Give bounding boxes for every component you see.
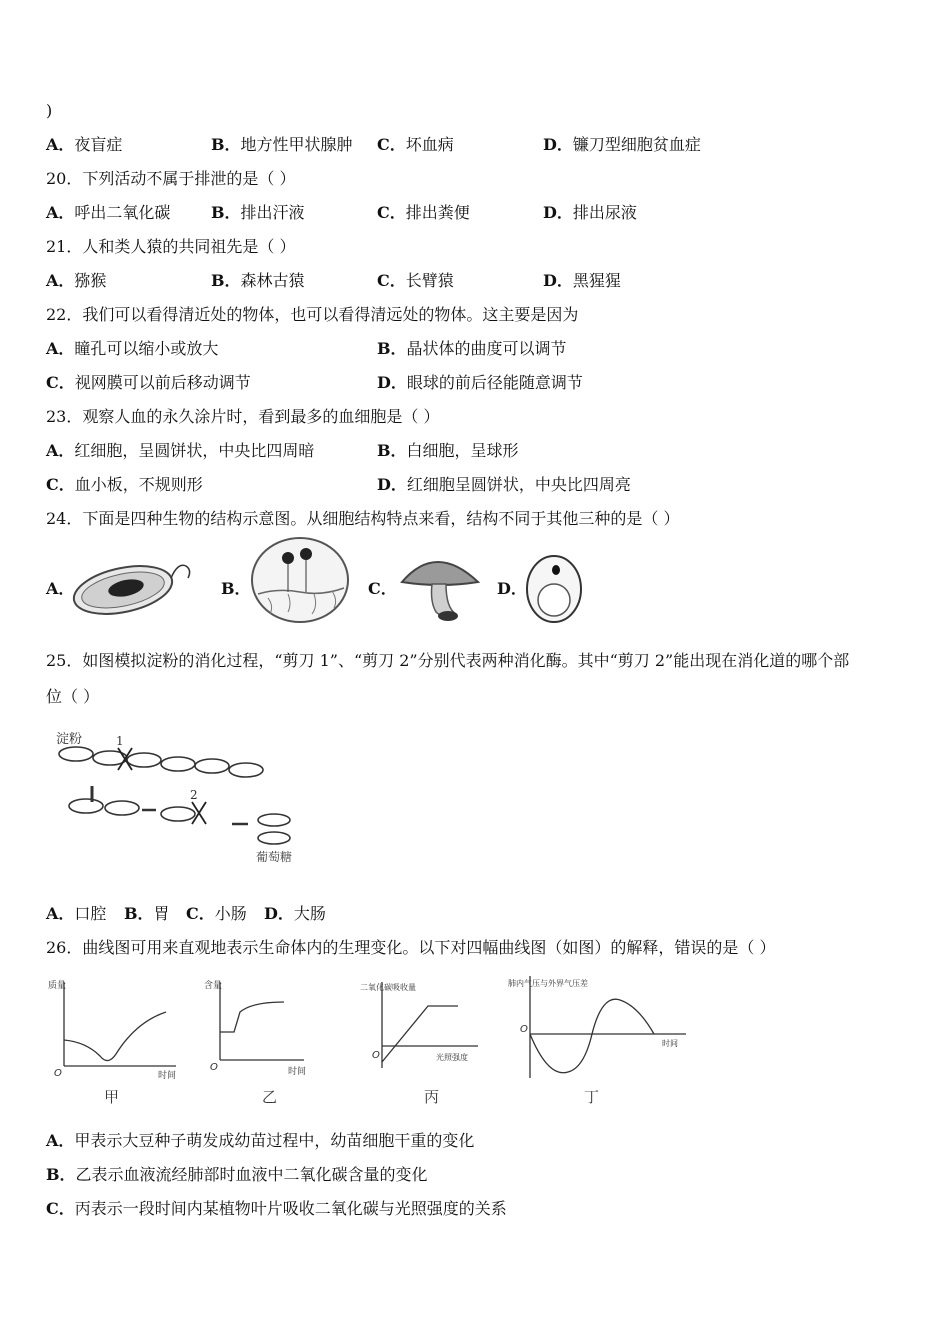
graph-jia	[46, 976, 186, 1082]
q19-option-c[interactable]	[377, 134, 454, 156]
option-text: 夜盲症	[74, 135, 123, 154]
option-label: D．	[543, 203, 573, 222]
option-text: 呼出二氧化碳	[74, 203, 171, 222]
option-text: 小肠	[214, 904, 247, 923]
option-label: C．	[377, 203, 406, 222]
q20-option-a[interactable]	[46, 202, 170, 224]
q25-option-b[interactable]	[124, 903, 170, 925]
q19-stem-tail: )	[46, 101, 53, 120]
option-label: C．	[46, 373, 75, 392]
option-label: A．	[46, 1131, 75, 1150]
q20-option-d[interactable]	[543, 202, 637, 224]
option-label: C．	[377, 271, 406, 290]
q26-option-b[interactable]	[46, 1164, 428, 1186]
q22-option-c[interactable]	[46, 372, 251, 394]
q21-option-d[interactable]	[543, 270, 621, 292]
option-label: D．	[377, 373, 407, 392]
q21-stem: 21．人和类人猿的共同祖先是（ ）	[46, 237, 296, 256]
graph-ding-origin: O	[520, 1024, 528, 1035]
q23-option-c[interactable]	[46, 474, 203, 496]
option-label: D．	[543, 271, 573, 290]
option-text: 血小板，不规则形	[74, 475, 203, 494]
option-text: 口腔	[74, 904, 107, 923]
q24-option-c-label[interactable]: C．	[368, 579, 397, 598]
q22-option-d[interactable]	[377, 372, 583, 394]
option-label: A．	[46, 203, 75, 222]
q26-option-c[interactable]	[46, 1198, 507, 1220]
q19-option-d[interactable]	[543, 134, 701, 156]
starch-label: 淀粉	[56, 732, 83, 747]
graph-bing-caption: 丙	[424, 1088, 440, 1106]
option-label: A．	[46, 135, 75, 154]
scissors-1-label: 1	[116, 734, 124, 748]
graph-bing-xlabel: 光照强度	[436, 1053, 468, 1062]
option-text: 森林古猿	[240, 271, 305, 290]
option-label: D．	[377, 475, 407, 494]
option-label: B．	[211, 135, 241, 154]
mold-figure	[248, 536, 356, 628]
q20-option-c[interactable]	[377, 202, 470, 224]
option-text: 甲表示大豆种子萌发成幼苗过程中，幼苗细胞干重的变化	[74, 1131, 475, 1150]
q22-stem: 22．我们可以看得清近处的物体，也可以看得清远处的物体。这主要是因为	[46, 305, 579, 324]
graph-yi-ylabel: 含量	[204, 981, 223, 991]
q19-option-b[interactable]	[211, 134, 353, 156]
q25-stem-line2: 位（ ）	[46, 687, 100, 706]
q19-option-a[interactable]	[46, 134, 122, 156]
yeast-cell-figure	[522, 552, 586, 626]
graph-jia-origin: O	[54, 1068, 62, 1079]
option-label: C．	[377, 135, 406, 154]
option-label: A．	[46, 339, 75, 358]
graph-ding	[506, 972, 696, 1084]
option-text: 镰刀型细胞贫血症	[572, 135, 701, 154]
q20-stem: 20．下列活动不属于排泄的是（ ）	[46, 169, 296, 188]
q24-option-a-label[interactable]: A．	[46, 579, 75, 598]
option-label: B．	[211, 271, 241, 290]
graph-bing	[358, 976, 488, 1082]
option-text: 坏血病	[405, 135, 454, 154]
q24-stem: 24．下面是四种生物的结构示意图。从细胞结构特点来看，结构不同于其他三种的是（ ）	[46, 509, 680, 528]
graph-ding-xlabel: 时间	[662, 1039, 678, 1048]
q25-stem-line1: 25．如图模拟淀粉的消化过程，“剪刀 1”、“剪刀 2”分别代表两种消化酶。其中“剪刀 2”能出现在消化道的哪个部	[46, 651, 850, 670]
glucose-label: 葡萄糖	[256, 850, 293, 864]
option-text: 眼球的前后径能随意调节	[406, 373, 583, 392]
option-label: A．	[46, 904, 75, 923]
option-text: 红细胞，呈圆饼状，中央比四周暗	[74, 441, 315, 460]
q23-option-a[interactable]	[46, 440, 314, 462]
option-label: A．	[46, 441, 75, 460]
q24-option-b-label[interactable]: B．	[221, 579, 251, 598]
q25-option-a[interactable]	[46, 903, 106, 925]
option-label: B．	[377, 441, 407, 460]
option-text: 晶状体的曲度可以调节	[406, 339, 567, 358]
scissors-2-label: 2	[190, 788, 198, 802]
option-label: C．	[46, 1199, 75, 1218]
option-label: B．	[211, 203, 241, 222]
graph-jia-xlabel: 时间	[158, 1071, 177, 1081]
option-label: B．	[46, 1165, 76, 1184]
mushroom-figure	[396, 548, 484, 628]
option-text: 黑猩猩	[572, 271, 621, 290]
q21-option-a[interactable]	[46, 270, 106, 292]
graph-yi	[204, 976, 314, 1082]
q26-option-a[interactable]	[46, 1130, 474, 1152]
graph-bing-origin: O	[372, 1050, 380, 1061]
q22-option-a[interactable]	[46, 338, 218, 360]
graph-yi-origin: O	[210, 1062, 218, 1073]
option-text: 乙表示血液流经肺部时血液中二氧化碳含量的变化	[75, 1165, 428, 1184]
graph-ding-ylabel: 肺内气压与外界气压差	[508, 979, 588, 988]
option-text: 排出汗液	[240, 203, 305, 222]
q23-stem: 23．观察人血的永久涂片时，看到最多的血细胞是（ ）	[46, 407, 440, 426]
bacterium-figure	[68, 548, 196, 628]
q26-stem: 26．曲线图可用来直观地表示生命体内的生理变化。以下对四幅曲线图（如图）的解释，错误的是（ ）	[46, 938, 776, 957]
graph-jia-caption: 甲	[104, 1088, 120, 1106]
option-label: C．	[46, 475, 75, 494]
option-text: 瞳孔可以缩小或放大	[74, 339, 219, 358]
q23-option-b[interactable]	[377, 440, 519, 462]
graph-bing-ylabel: 二氧化碳吸收量	[360, 983, 416, 992]
option-label: B．	[124, 904, 154, 923]
option-text: 视网膜可以前后移动调节	[74, 373, 251, 392]
option-label: A．	[46, 271, 75, 290]
option-text: 丙表示一段时间内某植物叶片吸收二氧化碳与光照强度的关系	[74, 1199, 507, 1218]
q24-option-d-label[interactable]: D．	[497, 579, 527, 598]
q21-option-c[interactable]	[377, 270, 454, 292]
graph-jia-ylabel: 质量	[48, 981, 67, 991]
option-text: 长臂猿	[405, 271, 454, 290]
option-text: 红细胞呈圆饼状，中央比四周亮	[406, 475, 631, 494]
q25-option-d[interactable]	[264, 903, 326, 925]
option-text: 大肠	[293, 904, 326, 923]
option-label: D．	[264, 904, 294, 923]
option-label: B．	[377, 339, 407, 358]
option-text: 排出粪便	[405, 203, 470, 222]
option-text: 猕猴	[74, 271, 107, 290]
q22-option-b[interactable]	[377, 338, 567, 360]
option-text: 排出尿液	[572, 203, 637, 222]
graph-yi-caption: 乙	[262, 1088, 278, 1106]
q20-option-b[interactable]	[211, 202, 305, 224]
graph-yi-xlabel: 时间	[288, 1067, 307, 1077]
q25-option-c[interactable]	[186, 903, 247, 925]
graph-ding-caption: 丁	[584, 1088, 600, 1106]
option-label: D．	[543, 135, 573, 154]
option-text: 白细胞，呈球形	[406, 441, 519, 460]
q23-option-d[interactable]	[377, 474, 631, 496]
option-text: 胃	[153, 904, 170, 923]
option-text: 地方性甲状腺肿	[240, 135, 353, 154]
starch-digestion-figure	[52, 726, 304, 870]
option-label: C．	[186, 904, 215, 923]
q21-option-b[interactable]	[211, 270, 305, 292]
